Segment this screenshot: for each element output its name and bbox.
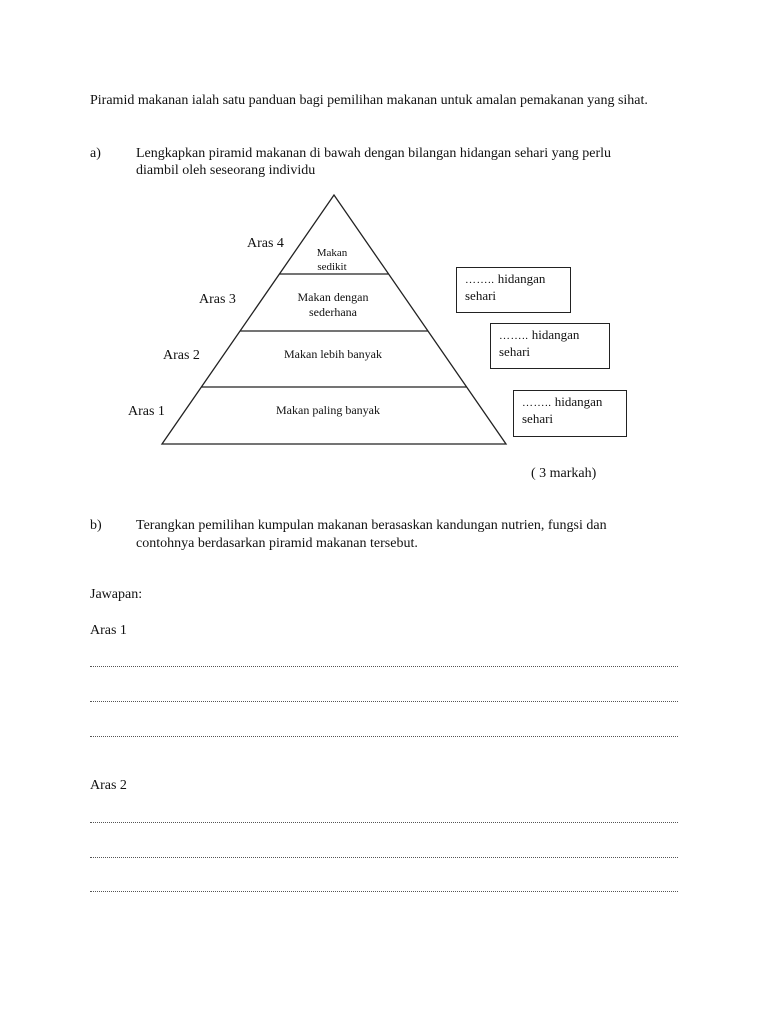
part-b-question-line1: Terangkan pemilihan kumpulan makanan berasaskan kandungan nutrien, fungsi dan — [136, 518, 607, 533]
level-3-text — [273, 290, 393, 320]
answer-box-word1: hidangan — [497, 271, 546, 286]
part-a-marker: a) — [90, 146, 101, 161]
part-b-marker: b) — [90, 518, 102, 533]
answer-line[interactable] — [90, 857, 678, 858]
answer-box-word2: sehari — [522, 411, 554, 426]
answer-box-dots: …….. — [499, 330, 529, 342]
answer-box-dots: …….. — [465, 274, 495, 286]
part-a-question-line1: Lengkapkan piramid makanan di bawah dengan bilangan hidangan sehari yang perlu — [136, 146, 612, 161]
level-4-text-line1: Makan — [316, 247, 348, 259]
answer-line[interactable] — [90, 736, 678, 737]
answer-box-word1: hidangan — [531, 327, 580, 342]
level-4-text — [294, 246, 370, 274]
part-a-question-line2: diambil oleh seseorang individu — [136, 163, 316, 178]
intro-paragraph: Piramid makanan ialah satu panduan bagi pemilihan makanan untuk amalan pemakanan yang sihat. — [90, 93, 648, 108]
answer-box-aras-1[interactable] — [513, 390, 627, 437]
answer-box-word2: sehari — [499, 344, 531, 359]
level-1-text: Makan paling banyak — [276, 403, 380, 417]
aras-1-label: Aras 1 — [128, 404, 165, 419]
marks-label: ( 3 markah) — [531, 466, 597, 481]
answer-line[interactable] — [90, 701, 678, 702]
level-4-text-line2: sedikit — [317, 261, 347, 273]
answer-box-aras-3[interactable] — [456, 267, 571, 313]
answer-label: Jawapan: — [90, 587, 143, 602]
level-2-text: Makan lebih banyak — [284, 347, 382, 361]
answer-box-aras-2[interactable] — [490, 323, 610, 369]
answer-section-title-aras-1: Aras 1 — [90, 623, 127, 638]
answer-box-dots: …….. — [522, 397, 552, 409]
answer-box-word2: sehari — [465, 288, 497, 303]
aras-3-label: Aras 3 — [199, 292, 236, 307]
level-3-text-line2: sederhana — [309, 305, 357, 319]
aras-2-label: Aras 2 — [163, 348, 200, 363]
answer-section-title-aras-2: Aras 2 — [90, 778, 127, 793]
answer-box-word1: hidangan — [554, 394, 603, 409]
answer-line[interactable] — [90, 666, 678, 667]
part-b-question-line2: contohnya berdasarkan piramid makanan tersebut. — [136, 536, 418, 551]
aras-4-label: Aras 4 — [247, 236, 284, 251]
answer-line[interactable] — [90, 891, 678, 892]
answer-line[interactable] — [90, 822, 678, 823]
level-3-text-line1: Makan dengan — [297, 290, 369, 304]
